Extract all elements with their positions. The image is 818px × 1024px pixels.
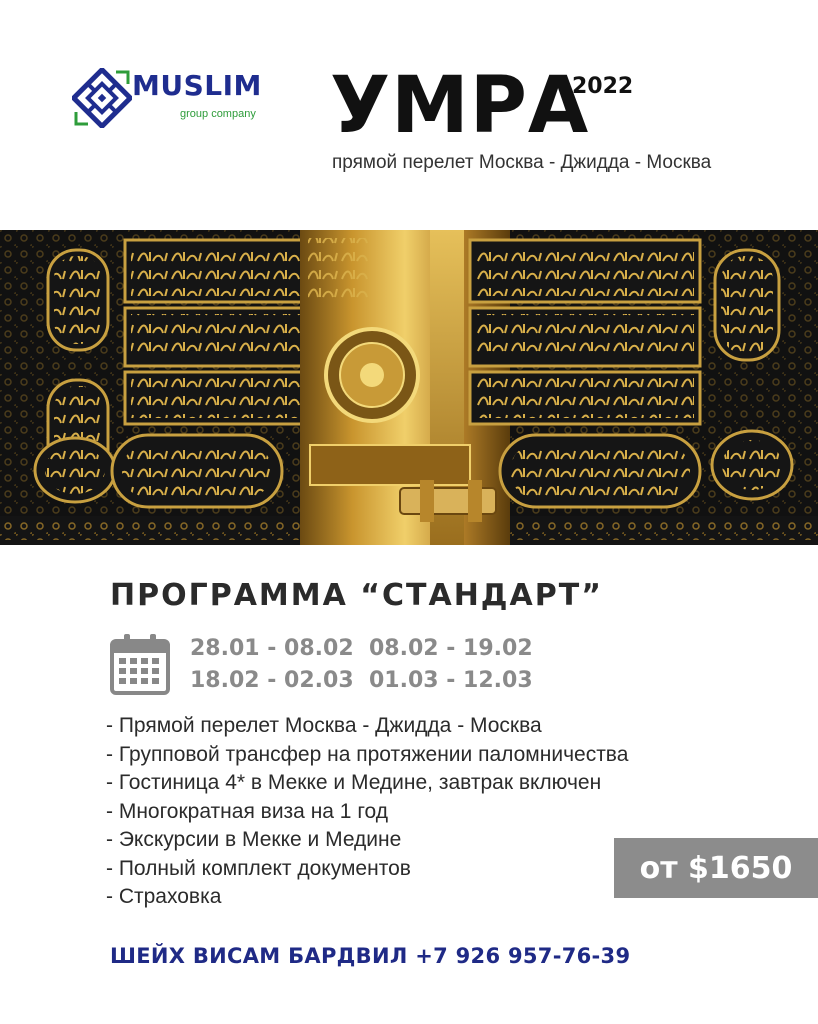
price-label: от $1650 — [639, 850, 793, 886]
calendar-icon — [110, 633, 170, 695]
program-title: ПРОГРАММА “СТАНДАРТ” — [110, 578, 603, 613]
feature-item: - Многократная виза на 1 год — [106, 799, 388, 823]
logo-name: MUSLIM — [132, 69, 262, 102]
feature-item: - Полный комплект документов — [106, 856, 411, 880]
contact-line[interactable]: ШЕЙХ ВИСАМ БАРДВИЛ +7 926 957-76-39 — [110, 944, 631, 968]
feature-item: - Гостиница 4* в Мекке и Медине, завтрак включен — [106, 771, 602, 794]
date-range: 18.02 - 02.03 — [190, 668, 354, 693]
date-range: 28.01 - 08.02 — [190, 636, 354, 661]
page-subtitle: прямой перелет Москва - Джидда - Москва — [332, 152, 712, 173]
price-badge — [614, 838, 818, 898]
logo-tagline: group company — [180, 108, 256, 120]
kiswa-illustration — [0, 230, 818, 545]
logo-mark-icon — [72, 68, 132, 128]
kaaba-door-image — [0, 230, 818, 545]
date-range: 01.03 - 12.03 — [369, 668, 533, 693]
date-range: 08.02 - 19.02 — [369, 636, 533, 661]
title-year: 2022 — [572, 74, 634, 99]
feature-item: - Прямой перелет Москва - Джидда - Москва — [106, 714, 542, 737]
feature-item: - Групповой трансфер на протяжении паломничества — [106, 742, 629, 766]
page-title: УМРА — [330, 61, 590, 151]
features-list — [106, 712, 628, 912]
feature-item: - Экскурсии в Мекке и Медине — [106, 828, 402, 851]
feature-item: - Страховка — [106, 885, 222, 908]
company-logo — [72, 66, 262, 126]
